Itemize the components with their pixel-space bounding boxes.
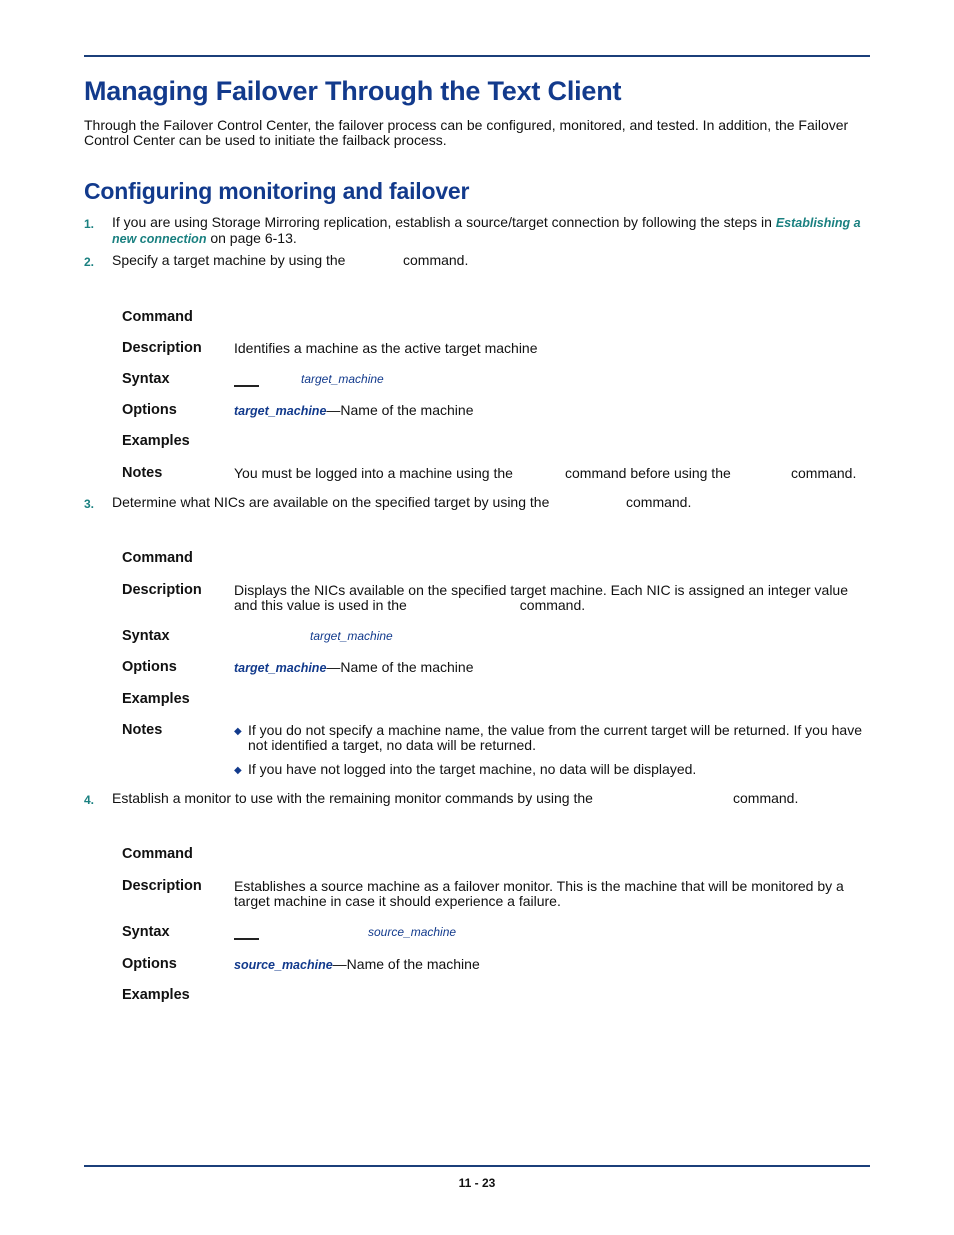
step-text-2a: Specify a target machine by using the: [112, 252, 346, 268]
label-options: Options: [122, 659, 177, 675]
cmd2-note-1: ◆ If you do not specify a machine name, the value from the current target will be returned. If you have not identified a target, no data will be returned.: [234, 722, 862, 753]
cmd2-note-2: ◆ If you have not logged into the target machine, no data will be displayed.: [234, 761, 697, 777]
cmd3-option: source_machine—Name of the machine: [234, 956, 480, 972]
cmd2-syntax-param: target_machine: [310, 629, 393, 643]
cmd2-description: Displays the NICs available on the specified target machine. Each NIC is assigned an integer value and this value is used in the command.: [234, 582, 848, 613]
cmd1-syntax-param: target_machine: [301, 372, 384, 386]
label-options: Options: [122, 402, 177, 418]
label-examples: Examples: [122, 987, 190, 1003]
label-notes: Notes: [122, 722, 163, 738]
step-number-1: 1.: [84, 217, 95, 231]
step-number-3: 3.: [84, 497, 95, 511]
label-options: Options: [122, 956, 177, 972]
diamond-bullet-icon: ◆: [234, 726, 242, 737]
header-rule: [84, 55, 870, 57]
cmd3-description: Establishes a source machine as a failover monitor. This is the machine that will be monitored by a target machine in case it should experience a failure.: [234, 878, 844, 909]
diamond-bullet-icon: ◆: [234, 765, 242, 776]
cmd1-notes-a: You must be logged into a machine using the: [234, 465, 513, 481]
step-text-3a: Determine what NICs are available on the specified target by using the: [112, 494, 550, 510]
step-text-3b: command.: [626, 494, 692, 510]
cmd1-notes-c: command.: [791, 465, 857, 481]
step-text-4a: Establish a monitor to use with the remaining monitor commands by using the: [112, 790, 593, 806]
cmd2-option: target_machine—Name of the machine: [234, 659, 474, 675]
cmd1-notes-b: command before using the: [565, 465, 731, 481]
step-text-2b: command.: [403, 252, 469, 268]
step-number-2: 2.: [84, 255, 95, 269]
intro-paragraph: Through the Failover Control Center, the failover process can be configured, monitored, and tested. In addition, the Failover Control Center can be used to initiate the failback process.: [84, 117, 849, 148]
label-syntax: Syntax: [122, 924, 170, 940]
label-command: Command: [122, 550, 193, 566]
label-command: Command: [122, 846, 193, 862]
page-title: Managing Failover Through the Text Client: [84, 76, 622, 106]
step-text-4b: command.: [733, 790, 799, 806]
label-examples: Examples: [122, 691, 190, 707]
syntax-underline: [234, 938, 259, 940]
cmd1-option: target_machine—Name of the machine: [234, 402, 474, 418]
page-number: 11 - 23: [458, 1176, 496, 1190]
section-title: Configuring monitoring and failover: [84, 178, 470, 204]
link-establishing-connection[interactable]: Establishing a new connection: [112, 216, 861, 246]
label-syntax: Syntax: [122, 628, 170, 644]
label-description: Description: [122, 582, 202, 598]
cmd3-syntax-param: source_machine: [368, 925, 457, 939]
label-command: Command: [122, 309, 193, 325]
label-description: Description: [122, 878, 202, 894]
cmd1-description: Identifies a machine as the active target machine: [234, 340, 538, 356]
label-syntax: Syntax: [122, 371, 170, 387]
syntax-underline: [234, 385, 259, 387]
label-examples: Examples: [122, 433, 190, 449]
footer-rule: [84, 1165, 870, 1167]
label-description: Description: [122, 340, 202, 356]
step-number-4: 4.: [84, 793, 95, 807]
step-text-1: If you are using Storage Mirroring replication, establish a source/target connection by following the steps in Establishing a new connection on page 6-13.: [112, 214, 861, 246]
label-notes: Notes: [122, 465, 163, 481]
